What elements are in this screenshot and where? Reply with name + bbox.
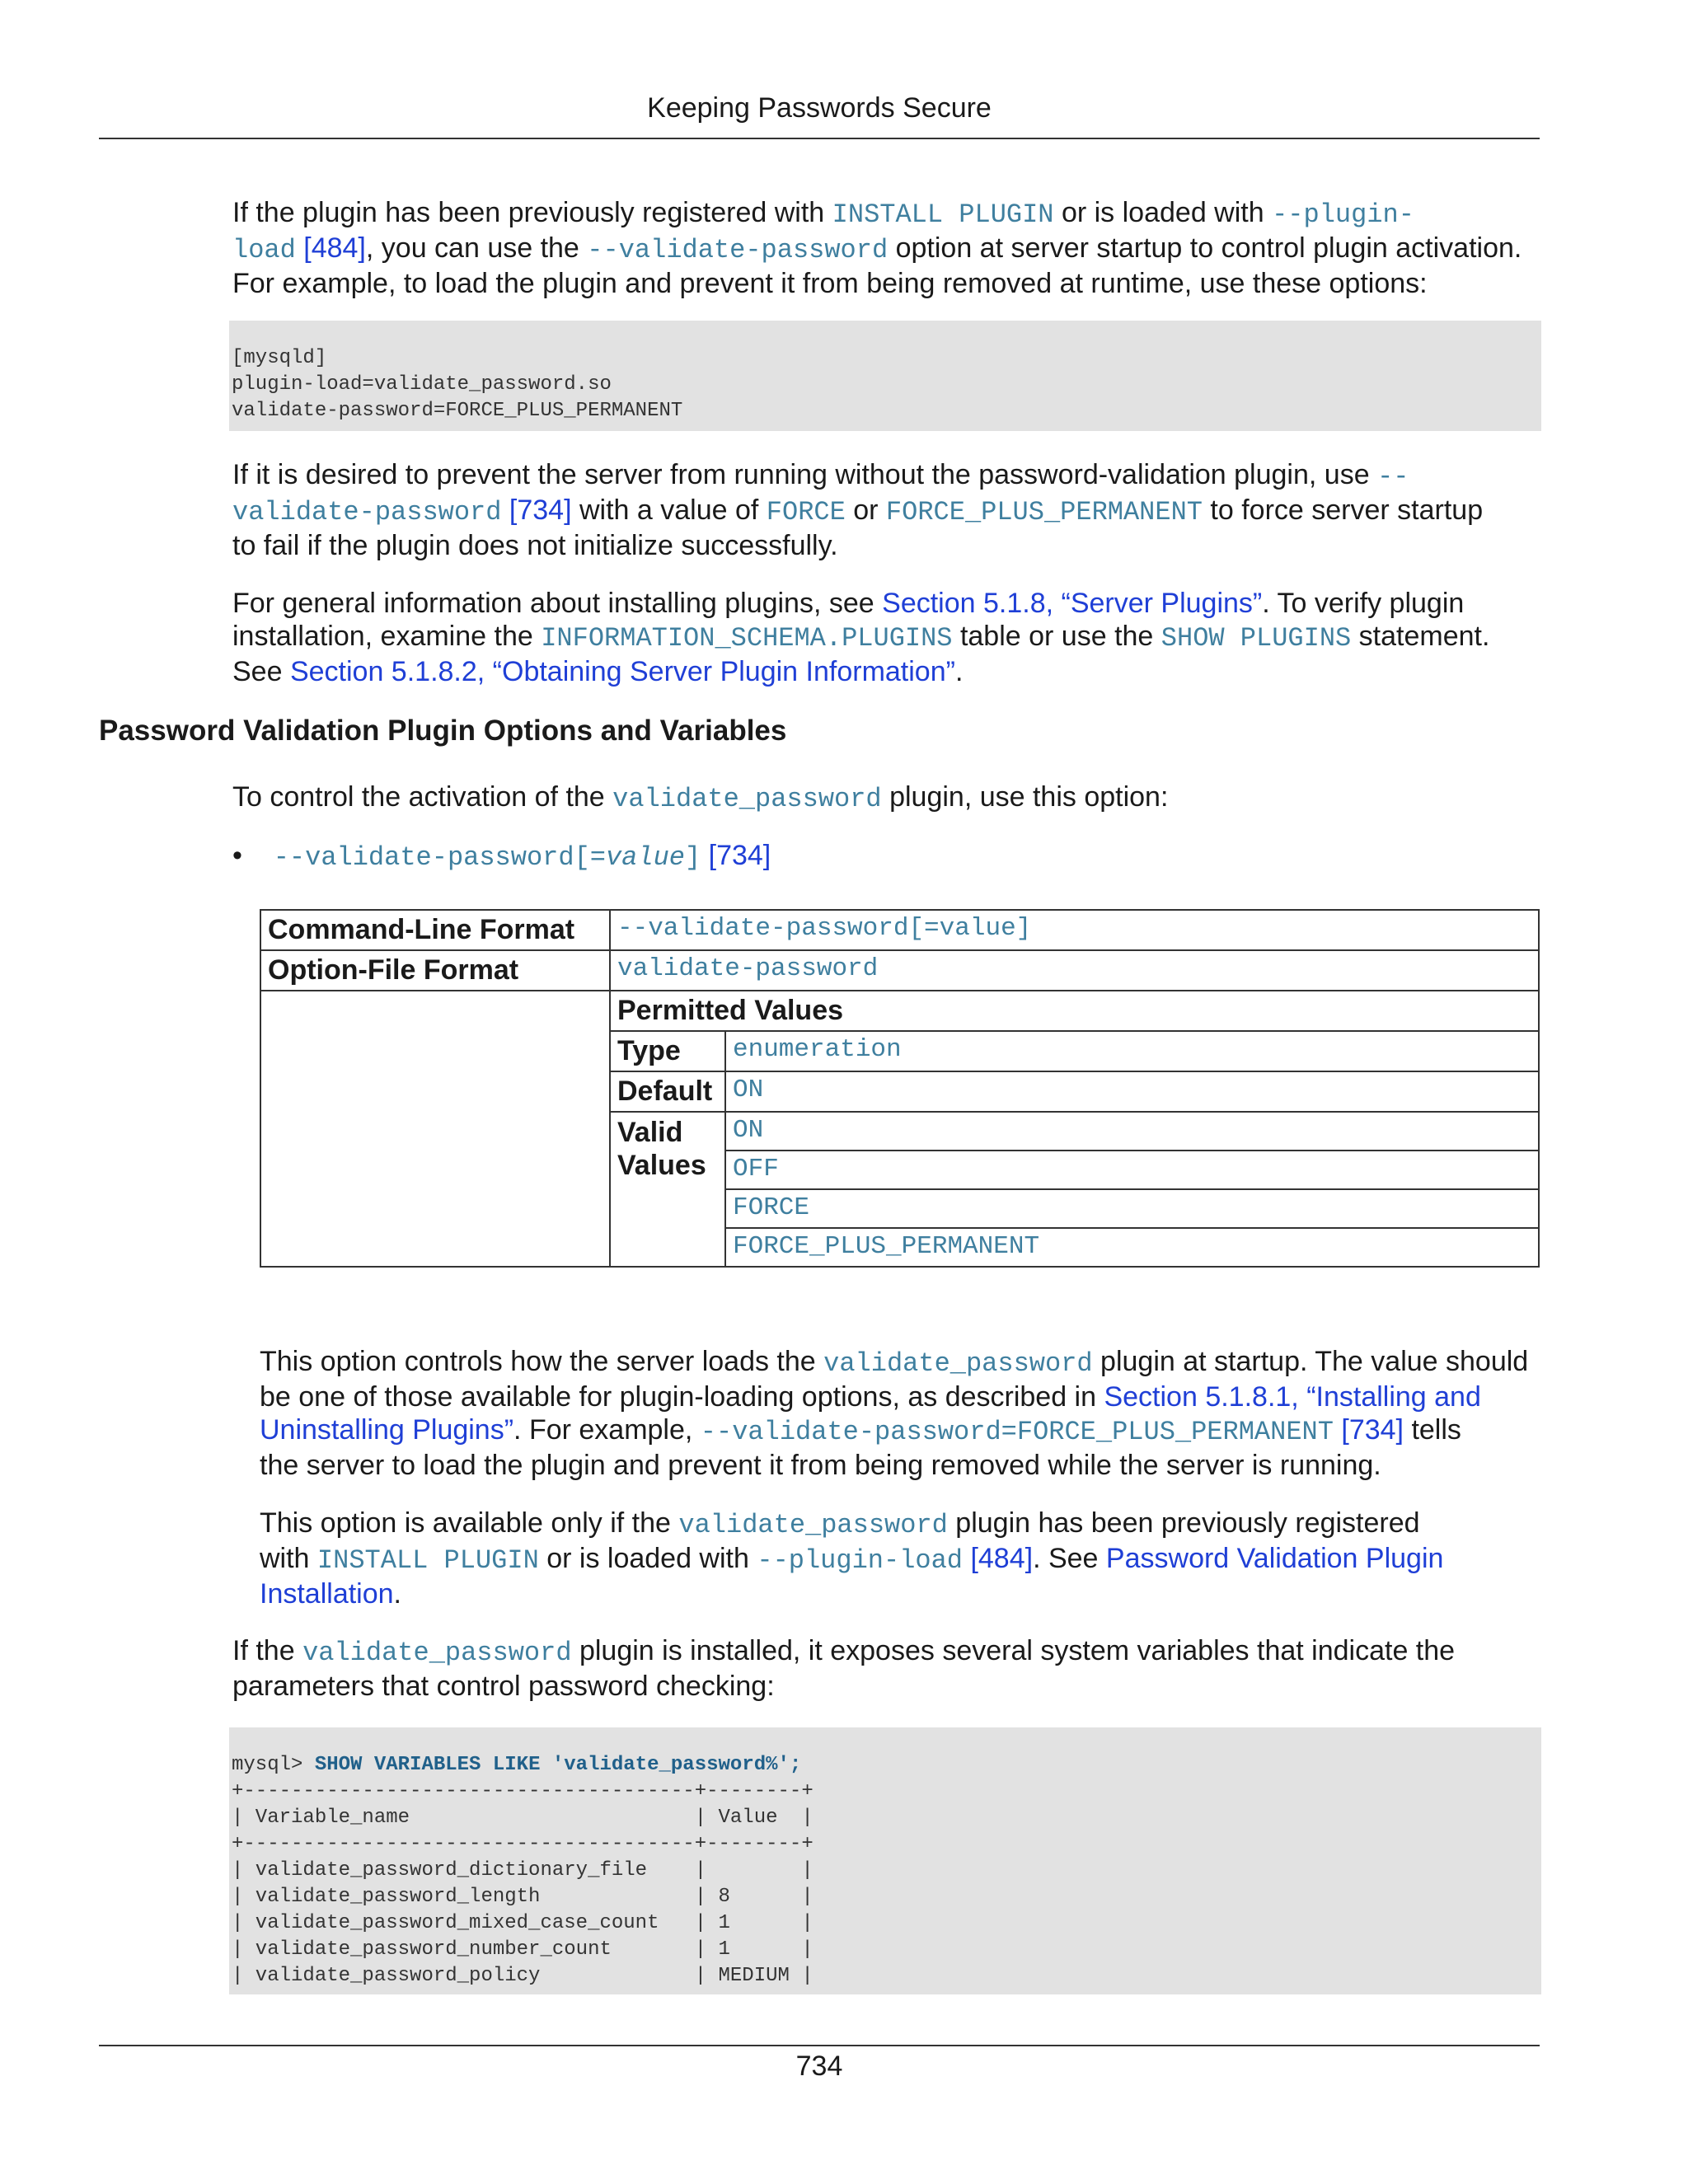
general-info-paragraph: For general information about installing plugins, see Section 5.1.8, “Server Plugins”. To verify plugin installation, examine the INFORMATION_SCHEMA.PLUGINS table or use the SHOW PLUGINS statement. See Section 5.1.8.2, “Obtaining Server Plugin Information”. (232, 588, 1490, 687)
information-schema-code: INFORMATION_SCHEMA.PLUGINS (541, 623, 953, 654)
footer-rule (99, 2045, 1540, 2046)
table-row: | validate_password_dictionary_file | | (232, 1859, 814, 1882)
ref-link-484[interactable]: [484] (295, 232, 366, 264)
empty-cell (260, 991, 610, 1267)
ref-link-484[interactable]: [484] (963, 1543, 1034, 1574)
valid-value: FORCE (725, 1189, 1539, 1228)
config-code-block (229, 321, 1541, 431)
table-row: | validate_password_number_count | 1 | (232, 1938, 814, 1961)
obtaining-plugin-info-link[interactable]: Section 5.1.8.2, “Obtaining Server Plugin Information” (289, 656, 955, 687)
running-header: Keeping Passwords Secure (647, 92, 992, 124)
plugin-load-code: --plugin-load (757, 1545, 963, 1576)
validate-password-code: validate-password (232, 497, 502, 527)
plugin-installation-link[interactable]: Password Validation Plugin (1105, 1543, 1444, 1574)
code-line: [mysqld] (232, 347, 327, 369)
ref-link-734[interactable]: [734] (701, 840, 771, 871)
activation-paragraph: To control the activation of the validate_password plugin, use this option: (232, 781, 1169, 814)
variables-paragraph: If the validate_password plugin is installed, it exposes several system variables that indicate the parameters that control password checking: (232, 1635, 1456, 1702)
table-row (260, 950, 1539, 991)
installing-plugins-link[interactable]: Section 5.1.8.1, “Installing and (1104, 1381, 1481, 1413)
validate-password-plugin-code: validate_password (678, 1510, 948, 1540)
plugin-installation-link-cont[interactable]: Installation (260, 1578, 394, 1610)
table-separator: +--------------------------------------+--------+ (232, 1780, 814, 1802)
code-line: validate-password=FORCE_PLUS_PERMANENT (232, 400, 683, 422)
table-header-row: | Variable_name | Value | (232, 1807, 814, 1829)
plugin-load-code-cont: load (232, 235, 296, 265)
option-table (260, 909, 1540, 1268)
default-label: Default (610, 1071, 725, 1112)
page-number: 734 (795, 2050, 843, 2082)
bullet-marker: • (232, 840, 242, 871)
force-plus-permanent-option-code: --validate-password=FORCE_PLUS_PERMANENT (700, 1417, 1334, 1447)
cmd-format-value: --validate-password[=value] (610, 910, 1539, 950)
file-format-label: Option-File Format (260, 950, 610, 991)
validate-password-plugin-code: validate_password (823, 1348, 1093, 1379)
table-separator: +--------------------------------------+--------+ (232, 1833, 814, 1855)
valid-value: ON (725, 1112, 1539, 1151)
table-row (260, 910, 1539, 950)
type-label: Type (610, 1031, 725, 1071)
valid-value: OFF (725, 1151, 1539, 1189)
file-format-value: validate-password (610, 950, 1539, 991)
show-variables-code-block (229, 1727, 1541, 1994)
option-bullet (232, 839, 771, 874)
default-value: ON (725, 1071, 1539, 1112)
type-value: enumeration (725, 1031, 1539, 1071)
cmd-format-label: Command-Line Format (260, 910, 610, 950)
validate-password-plugin-code: validate_password (612, 784, 882, 814)
availability-paragraph: This option is available only if the validate_password plugin has been previously registered with INSTALL PLUGIN or is loaded with --plugin-load [484]. See Password Validation Plugin Installation. (260, 1507, 1444, 1610)
plugin-load-code: --plugin- (1272, 199, 1414, 230)
section-heading: Password Validation Plugin Options and Variables (99, 715, 787, 747)
table-row (260, 991, 1539, 1031)
install-plugin-code: INSTALL PLUGIN (316, 1545, 539, 1576)
table-row: | validate_password_mixed_case_count | 1 | (232, 1912, 814, 1934)
table-row: | validate_password_length | 8 | (232, 1886, 814, 1908)
ref-link-734[interactable]: [734] (1333, 1414, 1404, 1446)
installing-plugins-link-cont[interactable]: Uninstalling Plugins” (260, 1414, 514, 1446)
valid-value: FORCE_PLUS_PERMANENT (725, 1228, 1539, 1267)
header-rule (99, 138, 1540, 139)
valid-values-label: Valid Values (610, 1112, 725, 1267)
mysql-prompt: mysql> (232, 1754, 315, 1776)
install-plugin-code: INSTALL PLUGIN (832, 199, 1054, 230)
option-description-paragraph: This option controls how the server loads the validate_password plugin at startup. The value should be one of those available for plugin-loading options, as described in Section 5.1.8.1, “Installing and Uninstalling Plugins”. For example, --validate-password=FORCE_PLUS_PERMANENT [734] tells the server to load the plugin and prevent it from being removed while the server is running. (260, 1346, 1529, 1481)
validate-password-code: --validate-password (587, 235, 889, 265)
ref-link-734[interactable]: [734] (501, 494, 572, 526)
code-line: plugin-load=validate_password.so (232, 373, 612, 396)
show-plugins-code: SHOW PLUGINS (1160, 623, 1352, 654)
sql-command: SHOW VARIABLES LIKE 'validate_password%'; (314, 1754, 802, 1776)
validate-password-plugin-code: validate_password (302, 1638, 572, 1668)
force-code: FORCE (766, 497, 846, 527)
intro-paragraph: If the plugin has been previously registered with INSTALL PLUGIN or is loaded with --plugin- load [484], you can use the --validate-password option at server startup to control plugin activation. For example, to load the plugin and prevent it from being removed at runtime, use these options: (232, 197, 1522, 299)
server-plugins-link[interactable]: Section 5.1.8, “Server Plugins” (882, 588, 1263, 619)
force-paragraph: If it is desired to prevent the server from running without the password-validation plugin, use -- validate-password [734] with a value of FORCE or FORCE_PLUS_PERMANENT to force server startup to fail if the plugin does not initialize successfully. (232, 459, 1484, 561)
table-row: | validate_password_policy | MEDIUM | (232, 1965, 814, 1987)
permitted-values-heading: Permitted Values (610, 991, 1539, 1031)
validate-password-option-link[interactable]: --validate-password[=value] (273, 842, 701, 873)
force-plus-permanent-code: FORCE_PLUS_PERMANENT (885, 497, 1203, 527)
dashdash-code: -- (1377, 462, 1409, 492)
